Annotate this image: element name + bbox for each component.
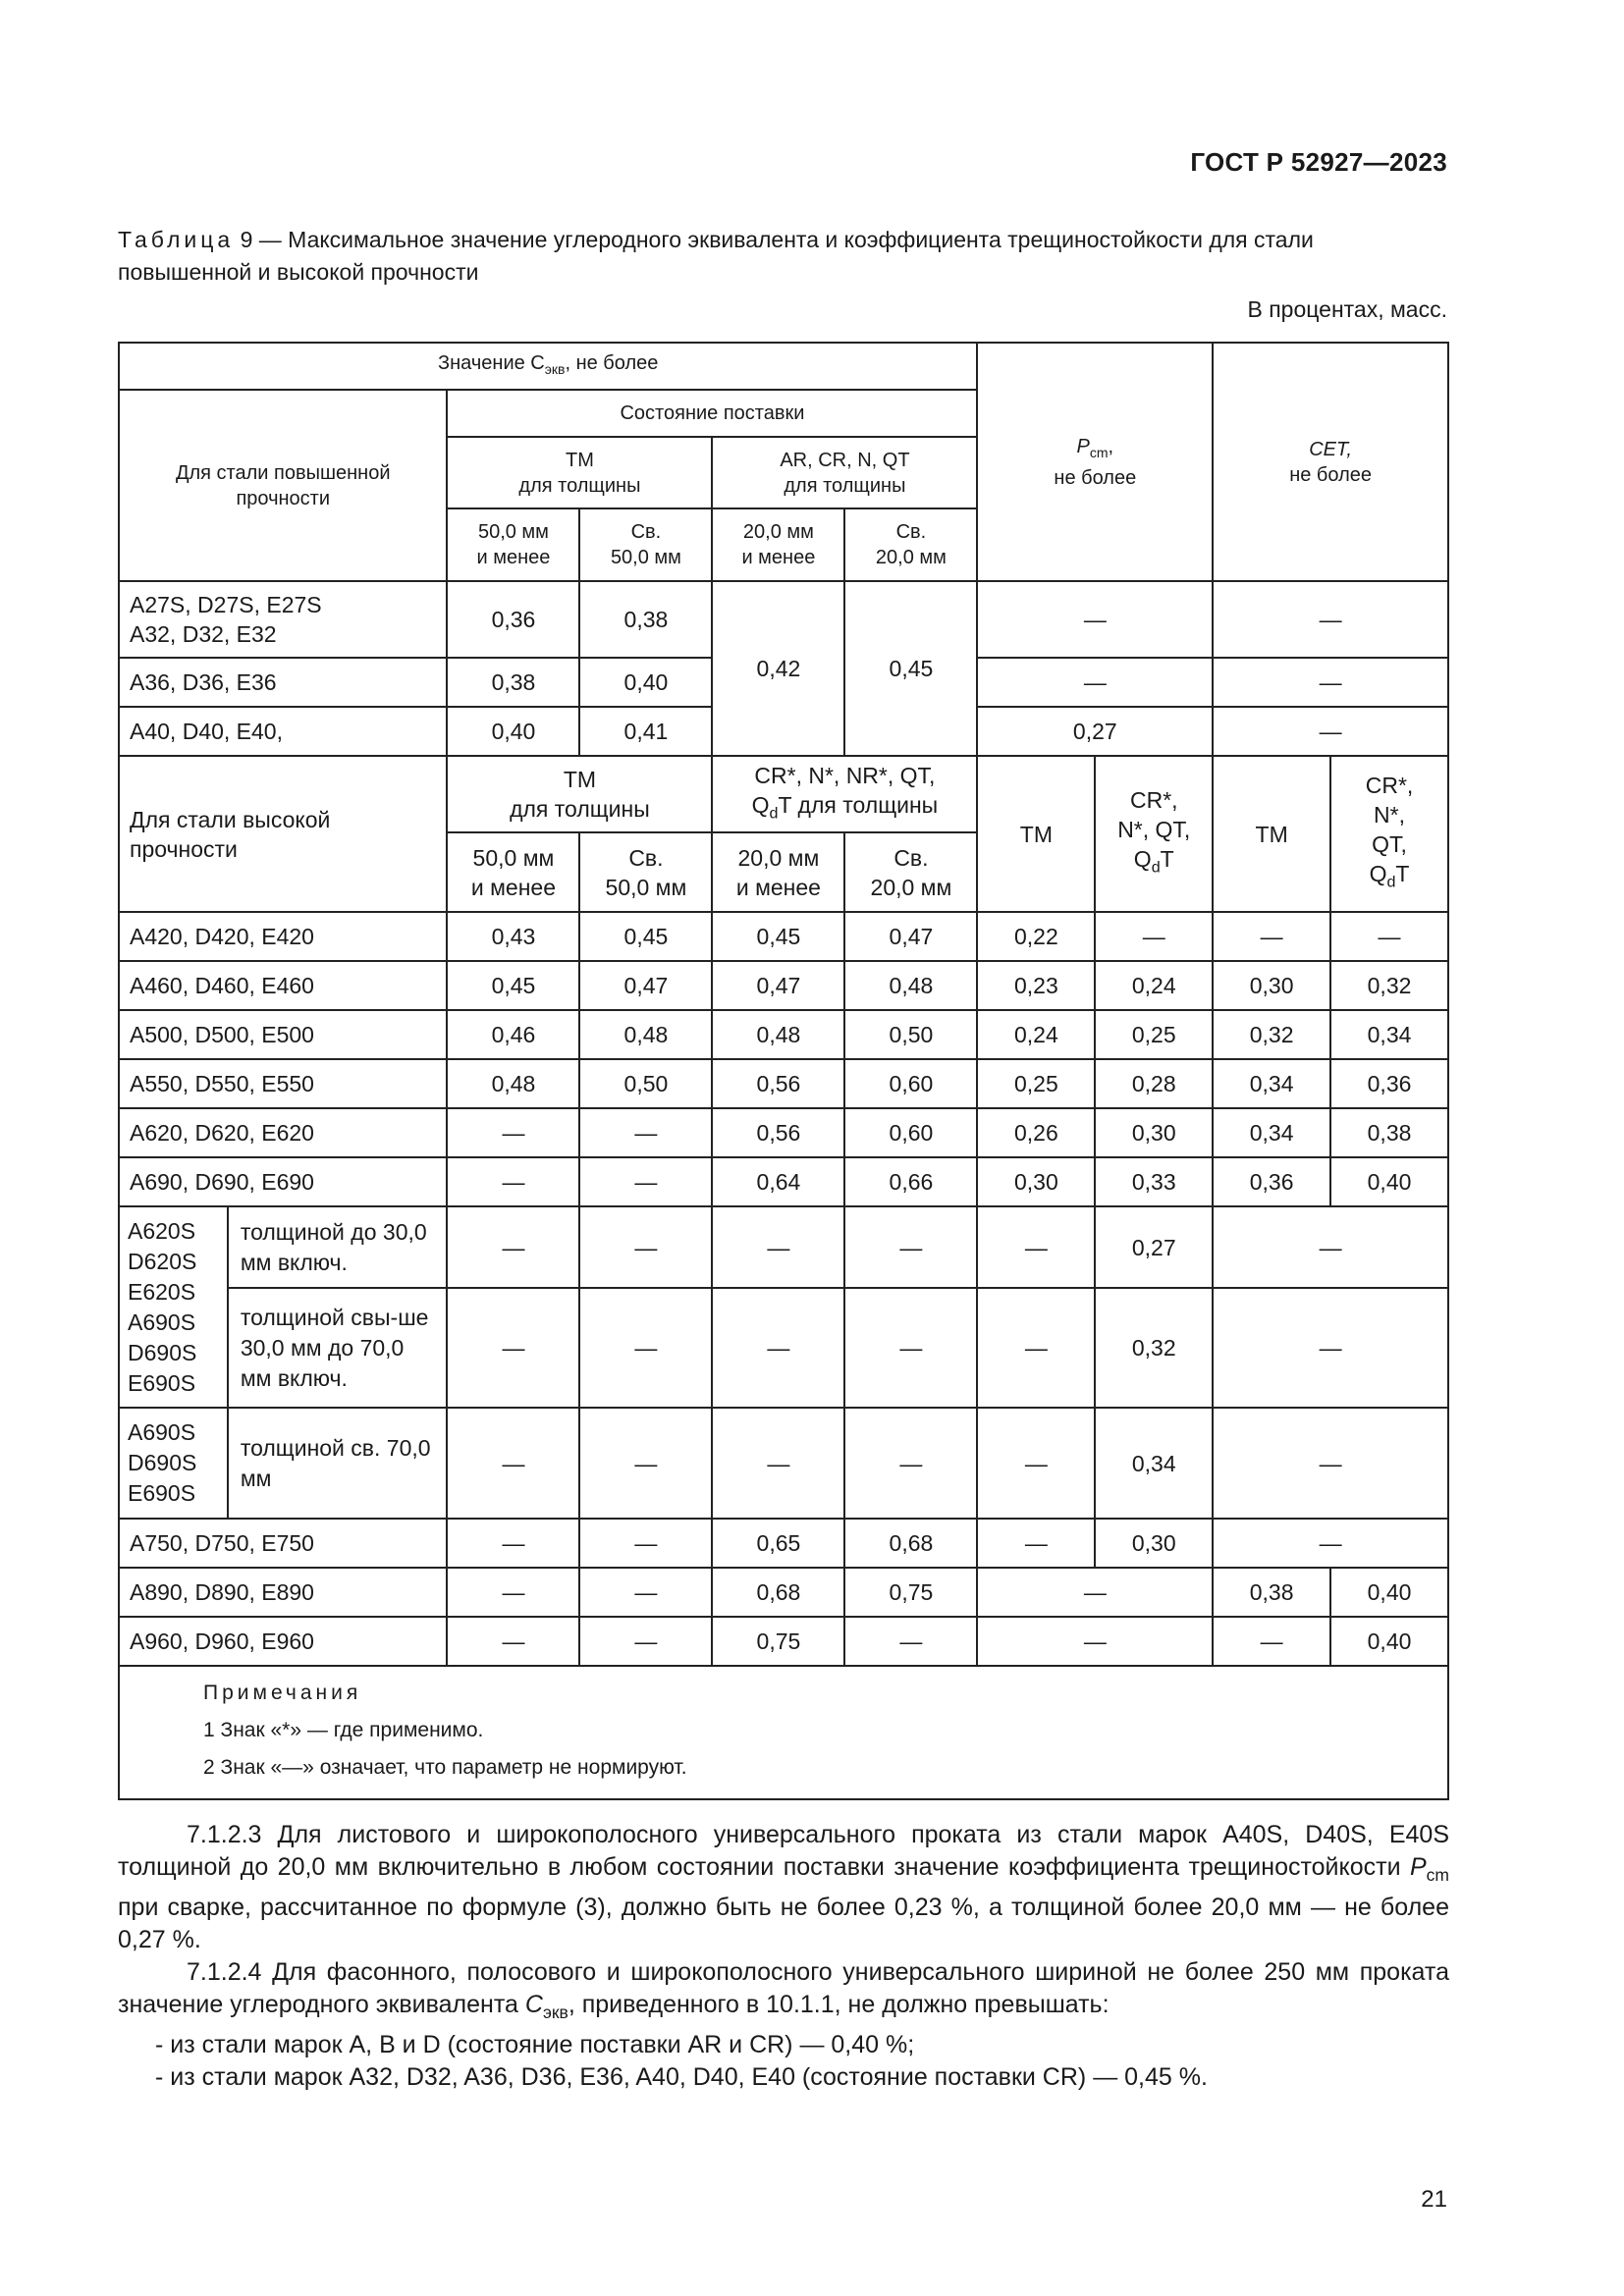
value-cell: 0,45 xyxy=(712,912,844,961)
value-cell: — xyxy=(977,1617,1213,1666)
thickness-cell: толщиной св. 70,0 мм xyxy=(228,1408,448,1519)
value-cell: 0,40 xyxy=(1330,1157,1448,1206)
value-cell: 0,60 xyxy=(844,1108,977,1157)
value-cell: 0,25 xyxy=(977,1059,1095,1108)
value-cell: — xyxy=(844,1206,977,1288)
ceq-header: Значение $С_{экв}$, не более xyxy=(119,343,977,390)
value-cell: — xyxy=(447,1108,579,1157)
grade-cell: A620, D620, E620 xyxy=(119,1108,447,1157)
notes-title: Примечания xyxy=(203,1682,362,1704)
grade-cell: A550, D550, E550 xyxy=(119,1059,447,1108)
bullet-item: - из стали марок A, B и D (состояние поставки AR и CR) — 0,40 %; xyxy=(155,2031,915,2058)
value-cell: 0,33 xyxy=(1095,1157,1213,1206)
grade-cell: A500, D500, E500 xyxy=(119,1010,447,1059)
cet-header: CET, не более xyxy=(1213,343,1448,581)
value-cell: 0,22 xyxy=(977,912,1095,961)
value-cell: 0,47 xyxy=(579,961,712,1010)
table-row xyxy=(119,1519,1448,1568)
value-cell: 0,66 xyxy=(844,1157,977,1206)
value-cell: 0,38 xyxy=(1330,1108,1448,1157)
grade-cell: A27S, D27S, E27S A32, D32, E32 xyxy=(119,581,447,658)
value-cell: 0,38 xyxy=(447,658,579,707)
value-cell: — xyxy=(1213,1519,1448,1568)
value-cell: 0,34 xyxy=(1095,1408,1213,1519)
high-strength-header: Для стали высокой прочности xyxy=(119,756,447,912)
value-cell: — xyxy=(1213,707,1448,756)
value-cell: 0,40 xyxy=(1330,1617,1448,1666)
grade-cell: A690, D690, E690 xyxy=(119,1157,447,1206)
ar-cr-header: AR, CR, N, QT для толщины xyxy=(712,437,977,508)
value-cell: 0,40 xyxy=(1330,1568,1448,1617)
value-cell: 0,65 xyxy=(712,1519,844,1568)
thickness-header: 20,0 мм и менее xyxy=(712,832,844,912)
thickness-cell: толщиной свы-ше 30,0 мм до 70,0 мм включ. xyxy=(228,1288,448,1408)
value-cell: — xyxy=(447,1206,579,1288)
value-cell: 0,36 xyxy=(447,581,579,658)
value-cell: — xyxy=(1213,1617,1330,1666)
value-cell: — xyxy=(579,1157,712,1206)
paragraph-7-1-2-4: 7.1.2.4 Для фасонного, полосового и широкополосного универсального шириной не более 250 мм проката значение углеродного эквивалента $С_{экв}$, приведенного в 10.1.1, не должно превышать: xyxy=(118,1958,1449,2022)
value-cell: — xyxy=(1330,912,1448,961)
value-cell: — xyxy=(977,1568,1213,1617)
value-cell: 0,60 xyxy=(844,1059,977,1108)
value-cell: 0,75 xyxy=(712,1617,844,1666)
grade-cell: A960, D960, E960 xyxy=(119,1617,447,1666)
body-text xyxy=(118,1819,1449,2094)
value-cell: — xyxy=(447,1519,579,1568)
value-cell: — xyxy=(712,1408,844,1519)
tm-header: ТМ для толщины xyxy=(447,437,712,508)
value-cell: — xyxy=(579,1206,712,1288)
pcm-cr-header: CR*, N*, QT, $Q_dT$ xyxy=(1095,756,1213,912)
caption-text: 9 — Максимальное значение углеродного эквивалента и коэффициента трещиностойкости для стали повышенной и высокой прочности xyxy=(118,227,1314,285)
value-cell: — xyxy=(579,1617,712,1666)
value-cell: — xyxy=(977,658,1213,707)
table-caption xyxy=(118,224,1449,289)
table-row xyxy=(119,1059,1448,1108)
value-cell: — xyxy=(579,1108,712,1157)
table-row xyxy=(119,1157,1448,1206)
units-note: В процентах, масс. xyxy=(1247,296,1447,322)
value-cell: 0,32 xyxy=(1095,1288,1213,1408)
grade-cell: A750, D750, E750 xyxy=(119,1519,447,1568)
value-cell: 0,28 xyxy=(1095,1059,1213,1108)
table-row xyxy=(119,1108,1448,1157)
value-cell: 0,45 xyxy=(579,912,712,961)
value-cell: 0,38 xyxy=(1213,1568,1330,1617)
value-cell: — xyxy=(844,1617,977,1666)
table-row xyxy=(119,1010,1448,1059)
value-cell: 0,40 xyxy=(447,707,579,756)
value-cell: — xyxy=(1213,1206,1448,1288)
value-cell: 0,48 xyxy=(579,1010,712,1059)
value-cell: 0,68 xyxy=(844,1519,977,1568)
thickness-cell: толщиной до 30,0 мм включ. xyxy=(228,1206,448,1288)
value-cell: 0,50 xyxy=(844,1010,977,1059)
table-row xyxy=(119,1408,1448,1519)
cr-header: CR*, N*, NR*, QT, $Q_dT$ для толщины xyxy=(712,756,977,832)
thickness-header: 50,0 мм и менее xyxy=(447,508,579,581)
notes-cell xyxy=(119,1666,1448,1799)
value-cell: 0,40 xyxy=(579,658,712,707)
value-cell: 0,64 xyxy=(712,1157,844,1206)
thickness-header: 20,0 мм и менее xyxy=(712,508,844,581)
value-cell: — xyxy=(447,1157,579,1206)
pcm-header: $P_{cm}$, не более xyxy=(977,343,1213,581)
value-cell: 0,36 xyxy=(1213,1157,1330,1206)
value-cell: 0,47 xyxy=(844,912,977,961)
value-cell: 0,27 xyxy=(977,707,1213,756)
high-strength-steel-header: Для стали повышенной прочности xyxy=(119,390,447,581)
value-cell: 0,32 xyxy=(1213,1010,1330,1059)
table-row xyxy=(119,1288,1448,1408)
value-cell: 0,34 xyxy=(1330,1010,1448,1059)
table-row xyxy=(119,961,1448,1010)
value-cell: — xyxy=(1213,581,1448,658)
value-cell: — xyxy=(579,1519,712,1568)
value-cell: 0,32 xyxy=(1330,961,1448,1010)
value-cell: — xyxy=(447,1617,579,1666)
value-cell: 0,56 xyxy=(712,1059,844,1108)
bullet-item: - из стали марок A32, D32, A36, D36, E36, A40, D40, E40 (состояние поставки CR) — 0,45 %. xyxy=(155,2063,1208,2091)
value-cell: 0,36 xyxy=(1330,1059,1448,1108)
value-cell: 0,38 xyxy=(579,581,712,658)
value-cell: 0,48 xyxy=(844,961,977,1010)
value-cell: 0,68 xyxy=(712,1568,844,1617)
table-row xyxy=(119,1206,1448,1288)
caption-label: Таблица xyxy=(118,227,235,252)
value-cell: 0,27 xyxy=(1095,1206,1213,1288)
value-cell: 0,24 xyxy=(977,1010,1095,1059)
value-cell: — xyxy=(977,1408,1095,1519)
thickness-header: Св. 20,0 мм xyxy=(844,832,977,912)
value-cell: — xyxy=(1213,912,1330,961)
paragraph-7-1-2-3: 7.1.2.3 Для листового и широкополосного универсального проката из стали марок A40S, D40S, E40S толщиной до 20,0 мм включительно в любом состоянии поставки значение коэффициента трещиностойкости $P_{cm}$ при сварке, рассчитанное по формуле (3), должно быть не более 0,23 %, а толщиной более 20,0 мм — не более 0,27 %. xyxy=(118,1821,1449,1953)
pcm-tm-header: ТМ xyxy=(977,756,1095,912)
grade-list-cell: A690S D690S E690S xyxy=(119,1408,228,1519)
value-cell: 0,30 xyxy=(1095,1108,1213,1157)
value-cell: 0,34 xyxy=(1213,1059,1330,1108)
delivery-state-header: Состояние поставки xyxy=(447,390,977,437)
value-cell: — xyxy=(579,1408,712,1519)
value-cell: 0,24 xyxy=(1095,961,1213,1010)
table-row xyxy=(119,1617,1448,1666)
value-cell: 0,41 xyxy=(579,707,712,756)
table-row xyxy=(119,581,1448,658)
value-cell: — xyxy=(712,1206,844,1288)
value-cell: — xyxy=(1213,658,1448,707)
value-cell: — xyxy=(1213,1408,1448,1519)
value-cell: 0,30 xyxy=(1095,1519,1213,1568)
value-cell: — xyxy=(579,1288,712,1408)
document-id: ГОСТ Р 52927—2023 xyxy=(1190,147,1447,177)
value-cell: — xyxy=(447,1568,579,1617)
value-cell: 0,43 xyxy=(447,912,579,961)
value-cell: — xyxy=(977,1519,1095,1568)
value-cell: — xyxy=(447,1408,579,1519)
value-cell: 0,47 xyxy=(712,961,844,1010)
value-cell: 0,30 xyxy=(977,1157,1095,1206)
value-cell: 0,48 xyxy=(712,1010,844,1059)
header-row xyxy=(119,756,1448,832)
value-cell: — xyxy=(844,1288,977,1408)
value-cell: — xyxy=(844,1408,977,1519)
tm-header: ТМ для толщины xyxy=(447,756,712,832)
grade-list-cell: A620S D620S E620S A690S D690S E690S xyxy=(119,1206,228,1408)
value-cell: 0,23 xyxy=(977,961,1095,1010)
carbon-equivalent-table xyxy=(118,342,1449,1800)
value-cell: 0,26 xyxy=(977,1108,1095,1157)
value-cell: 0,34 xyxy=(1213,1108,1330,1157)
value-cell: 0,45 xyxy=(844,581,977,756)
thickness-header: Св. 50,0 мм xyxy=(579,508,712,581)
value-cell: 0,48 xyxy=(447,1059,579,1108)
value-cell: — xyxy=(447,1288,579,1408)
thickness-header: Св. 20,0 мм xyxy=(844,508,977,581)
value-cell: — xyxy=(712,1288,844,1408)
grade-cell: A36, D36, E36 xyxy=(119,658,447,707)
thickness-header: 50,0 мм и менее xyxy=(447,832,579,912)
value-cell: — xyxy=(1095,912,1213,961)
note-1: 1 Знак «*» — где применимо. xyxy=(203,1719,484,1741)
value-cell: — xyxy=(977,1288,1095,1408)
value-cell: 0,25 xyxy=(1095,1010,1213,1059)
value-cell: 0,56 xyxy=(712,1108,844,1157)
value-cell: 0,42 xyxy=(712,581,844,756)
value-cell: 0,75 xyxy=(844,1568,977,1617)
cet-cr-header: CR*, N*, QT, $Q_dT$ xyxy=(1330,756,1448,912)
table-row xyxy=(119,912,1448,961)
notes-row xyxy=(119,1666,1448,1799)
value-cell: — xyxy=(579,1568,712,1617)
value-cell: — xyxy=(977,1206,1095,1288)
value-cell: 0,45 xyxy=(447,961,579,1010)
grade-cell: A890, D890, E890 xyxy=(119,1568,447,1617)
value-cell: 0,50 xyxy=(579,1059,712,1108)
thickness-header: Св. 50,0 мм xyxy=(579,832,712,912)
value-cell: 0,30 xyxy=(1213,961,1330,1010)
page-number: 21 xyxy=(1421,2186,1447,2213)
cet-tm-header: ТМ xyxy=(1213,756,1330,912)
note-2: 2 Знак «—» означает, что параметр не нормируют. xyxy=(203,1756,687,1779)
value-cell: — xyxy=(977,581,1213,658)
grade-cell: A40, D40, E40, xyxy=(119,707,447,756)
header-row xyxy=(119,343,1448,390)
grade-cell: A460, D460, E460 xyxy=(119,961,447,1010)
grade-cell: A420, D420, E420 xyxy=(119,912,447,961)
value-cell: — xyxy=(1213,1288,1448,1408)
value-cell: 0,46 xyxy=(447,1010,579,1059)
table-row xyxy=(119,1568,1448,1617)
